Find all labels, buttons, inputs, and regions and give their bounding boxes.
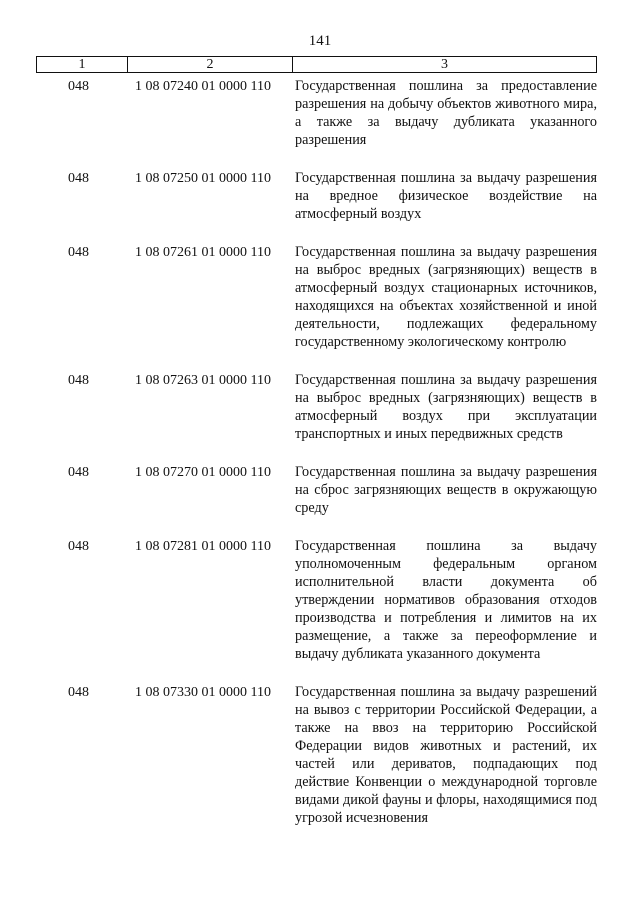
budget-code: 1 08 07250 01 0000 110 [135, 171, 271, 186]
description: Государственная пошлина за выдачу уполномоченным федеральным органом исполнительной власти документа об утверждении нормативов образования отходов производства и потребления и лимитов на их размещение, а также за переоформление и выдачу дубликата указанного документа [295, 538, 597, 662]
table-row [0, 371, 640, 443]
budget-code: 1 08 07261 01 0000 110 [135, 245, 271, 260]
table-header [36, 56, 597, 73]
budget-code: 1 08 07330 01 0000 110 [135, 685, 271, 700]
description: Государственная пошлина за выдачу разрешений на вывоз с территории Российской Федерации, а также на ввоз на территорию Российской Федерации видов животных и растений, их частей или дериватов, подпадающих под действие Конвенции о международной торговле видами дикой фауны и флоры, находящимися под угрозой исчезновения [295, 684, 597, 826]
admin-code: 048 [68, 465, 89, 480]
admin-code: 048 [68, 171, 89, 186]
budget-code: 1 08 07281 01 0000 110 [135, 539, 271, 554]
table-row [0, 463, 640, 517]
admin-code: 048 [68, 685, 89, 700]
admin-code: 048 [68, 539, 89, 554]
table-row [0, 77, 640, 149]
table-row [0, 683, 640, 827]
table-row [0, 169, 640, 223]
budget-code: 1 08 07240 01 0000 110 [135, 79, 271, 94]
table-row [0, 243, 640, 351]
budget-code: 1 08 07270 01 0000 110 [135, 465, 271, 480]
description: Государственная пошлина за выдачу разрешения на вредное физическое воздействие на атмосферный воздух [295, 170, 597, 222]
description: Государственная пошлина за выдачу разрешения на сброс загрязняющих веществ в окружающую среду [295, 464, 597, 516]
table-body [0, 77, 640, 847]
admin-code: 048 [68, 79, 89, 94]
description: Государственная пошлина за выдачу разрешения на выброс вредных (загрязняющих) веществ в атмосферный воздух при эксплуатации транспортных и иных передвижных средств [295, 372, 597, 442]
admin-code: 048 [68, 245, 89, 260]
page-number: 141 [308, 33, 332, 49]
admin-code: 048 [68, 373, 89, 388]
header-col-2: 2 [127, 57, 292, 72]
description: Государственная пошлина за предоставление разрешения на добычу объектов животного мира, а также за выдачу дубликата указанного разрешения [295, 78, 597, 148]
budget-code: 1 08 07263 01 0000 110 [135, 373, 271, 388]
header-col-1: 1 [78, 57, 86, 72]
table-row [0, 537, 640, 663]
header-col-3: 3 [292, 57, 596, 72]
description: Государственная пошлина за выдачу разрешения на выброс вредных (загрязняющих) веществ в атмосферный воздух стационарных источников, находящихся на объектах хозяйственной и иной деятельности, подлежащих федеральному государственному экологическому контролю [295, 244, 597, 350]
